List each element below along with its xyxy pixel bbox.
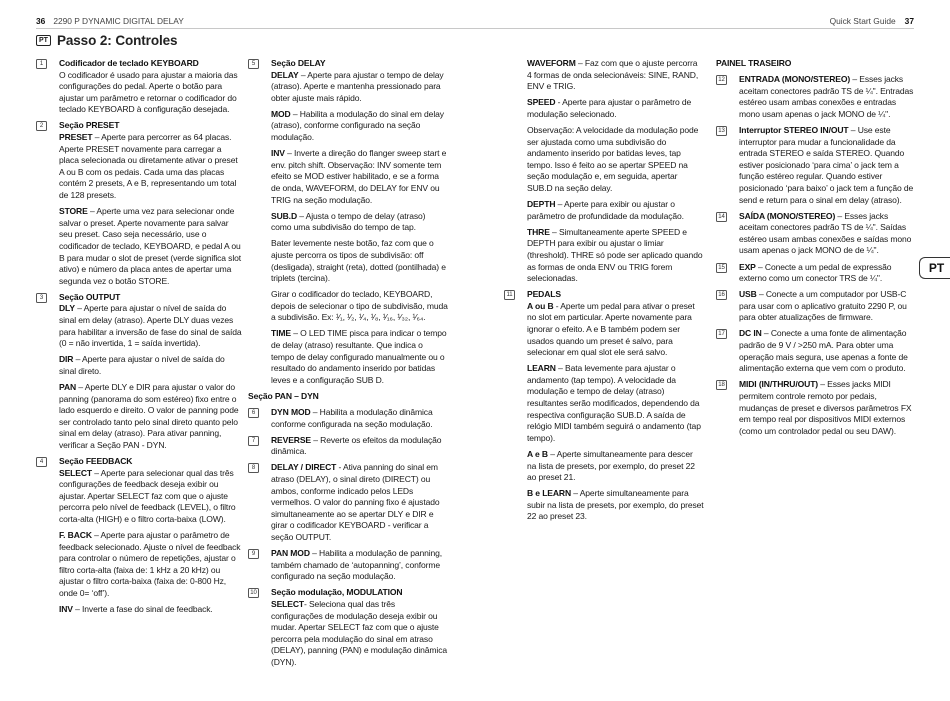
guide-title: Quick Start Guide xyxy=(829,16,896,26)
callout-number: 15 xyxy=(716,263,727,273)
item-text: DIR – Aperte para ajustar o nível de saída do sinal direto. xyxy=(59,354,225,376)
item-text: O codificador é usado para ajustar a maioria das configurações do pedal. Aperte o botão para ajustar um parâmetro e retornar o codificador do teclado KEYBOARD à configuração desejada. xyxy=(59,69,238,115)
callout-number: 1 xyxy=(36,59,47,69)
item-text: Girar o codificador do teclado, KEYBOARD, depois de selecionar o tipo de subdivisão, muda a subdivisão. Ex: ¹⁄₁, ¹⁄₂, ¹⁄₄, ¹⁄₈, ¹⁄₁₆, ¹⁄₃₂, ¹⁄₆₄. xyxy=(271,289,448,323)
item-text: SUB.D – Ajusta o tempo de delay (atraso) como uma subdivisão do tempo de tap. xyxy=(271,210,426,233)
column-4 xyxy=(716,58,916,442)
control-item xyxy=(36,120,242,287)
item-text: INV – Inverte a fase do sinal de feedback. xyxy=(59,604,213,615)
item-text: MOD – Habilita a modulação do sinal em delay (atraso), conforme configurado na seção modulação. xyxy=(271,108,444,143)
control-item xyxy=(248,58,448,386)
item-heading: Seção modulação, MODULATION xyxy=(271,587,403,598)
callout-number: 17 xyxy=(716,329,727,339)
callout-number: 3 xyxy=(36,293,47,303)
language-badge: PT xyxy=(36,35,51,46)
item-text: TIME – O LED TIME pisca para indicar o tempo de delay (atraso) resultante. Que indica o tempo de delay configurado manualmente ou o resultado do andamento inserido por batidas leves e a configuração SUB D. xyxy=(271,328,447,385)
item-text: B e LEARN – Aperte simultaneamente para subir na lista de presets, por exemplo, do preset 22 ao preset 23. xyxy=(527,488,704,522)
control-item: 6 DYN MOD – Habilita a modulação dinâmica conforme configurada na seção modulação. xyxy=(248,407,448,430)
callout-number: 8 xyxy=(248,463,259,473)
item-text: DEPTH – Aperte para exibir ou ajustar o parâmetro de profundidade da modulação. xyxy=(527,199,684,221)
item-text: THRE – Simultaneamente aperte SPEED e DEPTH para exibir ou ajustar o limiar (threshold). THRE só pode ser aplicado quando as formas de onda ENV ou TRIG forem selecionadas. xyxy=(527,226,703,284)
callout-number: 14 xyxy=(716,212,727,222)
callout-number: 5 xyxy=(248,59,259,69)
item-text: DELAY – Aperte para ajustar o tempo de delay (atraso). Aperte e mantenha pressionado para obter ajuste mais rápido. xyxy=(271,69,444,103)
item-text: A ou B - Aperte um pedal para ativar o preset no slot em particular. Aperte novamente para ignorar o efeito. A e B também podem ser usados quando um preset é salvo, para selecionar em qual slot ele será salvo. xyxy=(527,300,695,358)
control-item: 8 DELAY / DIRECT - Ativa panning do sinal em atraso (DELAY), o sinal direto (DIRECT) ou ambos, conforme indicado pelos LEDs vermelhos. O valor do panning fixo é ajustado simultaneamente ao se apertar DLY e DIR e girar o codificador KEYBOARD - verificar a seção OUTPUT. xyxy=(248,462,448,543)
callout-number: 10 xyxy=(248,588,259,598)
item-heading: PEDALS xyxy=(527,289,561,300)
page-header-left xyxy=(36,14,184,28)
control-item: 13 Interruptor STEREO IN/OUT – Use este interruptor para mudar a funcionalidade da entrada STEREO e saída STEREO. Quando estiver posicionado ‘para cima’ o jack tem a função estéreo regular. Quando estiver posicionado ‘para baixo’ o jack tem a função de send e return para o sinal em delay (atraso). xyxy=(716,125,916,206)
item-text: LEARN – Bata levemente para ajustar o andamento (tap tempo). A velocidade da modulação e tempo de delay (atraso) resultantes serão modificados, dependendo da respectiva configuração SUB.D. A saída de relógio MIDI também seguirá o andamento (tap tempo). xyxy=(527,363,701,443)
right-page-number: 37 xyxy=(904,16,914,26)
item-text: F. BACK – Aperte para ajustar o parâmetro de feedback selecionado. Ajuste o nível de feedback para controlar o número de repetições, ajustar o filtro corta-alta (faixa de: 1 kHz a 20 kHz) ou ajustar o filtro corta-baixa (faixa de: 0-800 Hz, onde 0= ‘off’). xyxy=(59,530,241,599)
left-page-number: 36 xyxy=(36,16,46,26)
callout-number: 18 xyxy=(716,380,727,390)
language-side-tab: PT xyxy=(919,257,950,279)
item-text: A e B – Aperte simultaneamente para descer na lista de presets, por exemplo, do preset 22 ao preset 21. xyxy=(527,448,695,483)
callout-number: 7 xyxy=(248,436,259,446)
control-item xyxy=(36,456,242,616)
control-item: 9 PAN MOD – Habilita a modulação de panning, também chamado de ‘autopanning’, conforme configurado na seção modulação. xyxy=(248,548,448,583)
callout-number: 9 xyxy=(248,549,259,559)
control-item: 15 EXP – Conecte a um pedal de expressão externo como um conector TRS de ¼". xyxy=(716,262,916,285)
callout-number: 4 xyxy=(36,457,47,467)
control-item xyxy=(36,58,242,116)
callout-number: 12 xyxy=(716,75,727,85)
item-text: SELECT- Seleciona qual das três configurações de modulação deseja exibir ou mudar. Apertar SELECT faz com que o ajuste percorra pela modulação do sinal em atraso (DELAY), panning (PAN) e modulação dinâmica (DYN). xyxy=(271,598,447,667)
item-text: Observação: A velocidade da modulação pode ser ajustada como uma subdivisão do andamento inserido por batidas leves, tap tempo. Isso é feito ao se apertar SPEED na seção modulação e, em seguida, apertar SUB.D na seção delay. xyxy=(527,124,699,193)
item-heading: Codificador de teclado KEYBOARD xyxy=(59,58,199,68)
page-title xyxy=(36,33,177,48)
item-heading: Seção FEEDBACK xyxy=(59,456,133,466)
control-item xyxy=(504,289,704,523)
item-text: DLY – Aperte para ajustar o nível de saída do sinal em delay (atraso). Aperte DLY duas vezes para habilitar a inversão de fase do sinal de saída (0 = não invertida, 1 = saída invertida). xyxy=(59,303,242,349)
column-2 xyxy=(248,58,448,673)
item-text: Bater levemente neste botão, faz com que o ajuste percorra os tipos de subdivisão: off (desligada), straight (reta), dotted (pontilhada) e triplets (tercina). xyxy=(271,238,446,284)
item-text: PRESET – Aperte para percorrer as 64 placas. Aperte PRESET novamente para carregar a placa selecionada ou diretamente ativar o preset A ou B com os pedais. Cada uma das placas contém 2 presets, A e B, representando um total de 128 presets. xyxy=(59,132,238,201)
item-heading: Seção PRESET xyxy=(59,120,120,131)
product-title: 2290 P DYNAMIC DIGITAL DELAY xyxy=(53,16,184,26)
item-text: WAVEFORM – Faz com que o ajuste percorra 4 formas de onda selecionáveis: SINE, RAND, ENV e TRIG. xyxy=(527,58,699,92)
item-text: INV – Inverte a direção do flanger sweep start e env. pitch shift. Observação: INV somente tem efeito se MOD estiver habilitado, e se a forma de onda, WAVEFORM, do DELAY for ENV ou TRIG na seção modulação. xyxy=(271,148,447,205)
callout-number: 11 xyxy=(504,290,515,300)
item-text: SPEED - Aperte para ajustar o parâmetro de modulação selecionado. xyxy=(527,97,692,119)
control-item: 7 REVERSE – Reverte os efeitos da modulação dinâmica. xyxy=(248,435,448,458)
column-3 xyxy=(504,58,704,527)
section-heading-rear-panel: PAINEL TRASEIRO xyxy=(716,58,792,68)
callout-number: 13 xyxy=(716,126,727,136)
callout-number: 6 xyxy=(248,408,259,418)
section-heading-pan-dyn: Seção PAN – DYN xyxy=(248,390,319,401)
control-item xyxy=(248,587,448,668)
control-item: 12 ENTRADA (MONO/STEREO) – Esses jacks aceitam conectores padrão TS de ¼". Entradas estéreo usam ambas conexões e entradas mono usam apenas o jack MONO de ¼". xyxy=(716,74,916,120)
item-text: PAN – Aperte DLY e DIR para ajustar o valor do panning (panorama do som estéreo) fixo entre o lado esquerdo e direito. O valor de panning pode ser controlado tanto pelo sinal direto quanto pelo sinal em delay (atraso). Para ativar panning, verificar a Seção PAN - DYN. xyxy=(59,381,239,450)
section-title: Passo 2: Controles xyxy=(56,33,178,48)
column-1 xyxy=(36,58,242,620)
item-heading: Seção DELAY xyxy=(271,58,326,68)
control-item: 17 DC IN – Conecte a uma fonte de alimentação padrão de 9 V / >250 mA. Para obter uma operação mais segura, use apenas a fonte de alimentação externa que vem com o produto. xyxy=(716,328,916,374)
header-divider xyxy=(36,28,914,29)
item-text: STORE – Aperte uma vez para selecionar onde salvar o preset. Aperte novamente para salvar seu preset. Caso seja necessário, use o codificador de teclado, KEYBOARD, e pedal A ou B para mudar o slot de preset (verde significa slot ativo) e número da placa antes de apertar uma segunda vez o botão STORE. xyxy=(59,206,242,286)
item-text: SELECT – Aperte para selecionar qual das três configurações de feedback deseja exibir ou ajustar. Apertar SELECT faz com que o ajuste percorra pelo nível de feedback (LEVEL), o filtro corta-alta (HIGH) e o filtro corta-baixa (LOW). xyxy=(59,467,236,524)
control-item: 14 SAÍDA (MONO/STEREO) – Esses jacks aceitam conectores padrão TS de ¼". Saídas estéreo usam ambas conexões e saídas mono usam apenas o jack MONO de de ¼". xyxy=(716,211,916,257)
control-item xyxy=(36,292,242,452)
control-item: 16 USB – Conecte a um computador por USB-C para usar com o aplicativo gratuito 2290 P, ou para obter atualizações de firmware. xyxy=(716,289,916,324)
callout-number: 16 xyxy=(716,290,727,300)
callout-number: 2 xyxy=(36,121,47,131)
control-item: 18 MIDI (IN/THRU/OUT) – Esses jacks MIDI permitem controle remoto por pedais, mudanças de preset e diversos parâmetros FX em tempo real por dispositivos MIDI externos (como um controlador pedal ou seu DAW). xyxy=(716,379,916,437)
item-heading: Seção OUTPUT xyxy=(59,291,121,302)
page-header-right xyxy=(830,14,914,28)
